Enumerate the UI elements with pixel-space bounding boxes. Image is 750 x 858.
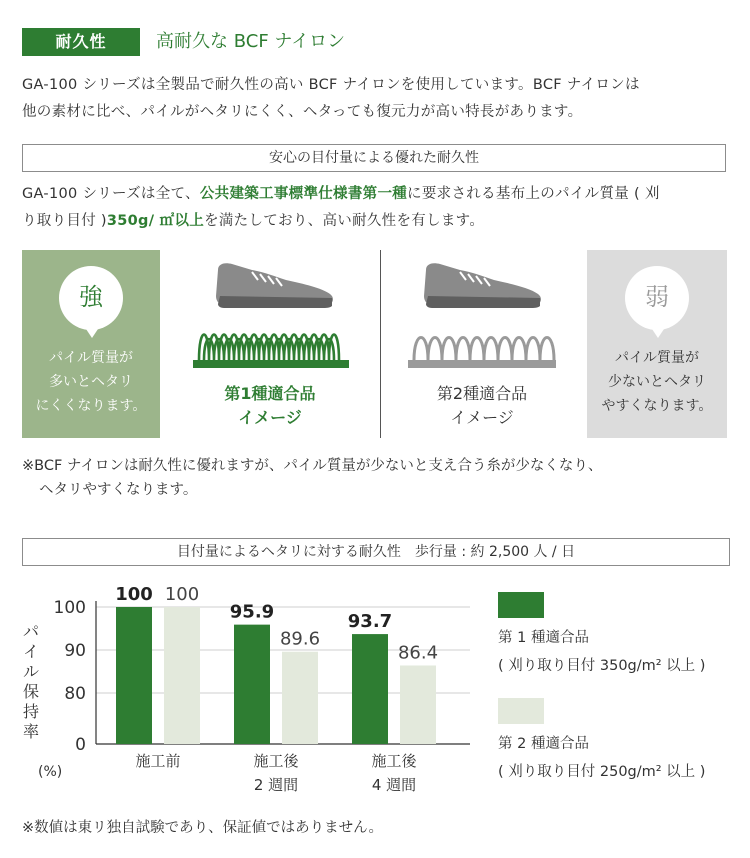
- bar: [352, 634, 388, 744]
- standard-highlight: 公共建築工事標準仕様書第一種: [199, 186, 408, 202]
- bar: [282, 652, 318, 744]
- weak-line-1: パイル質量が: [615, 350, 699, 366]
- legend-type1-sub: ( 刈り取り目付 350g/m² 以上 ): [498, 658, 706, 674]
- strong-line-2: 多いとヘタリ: [49, 374, 133, 390]
- strong-line-3: にくくなります。: [35, 398, 147, 414]
- weak-panel: [587, 250, 727, 438]
- legend-type2-name: 第 2 種適合品: [498, 736, 589, 752]
- bar: [164, 607, 200, 744]
- data-label: 100: [115, 584, 153, 605]
- bar: [400, 665, 436, 744]
- type2-caption-line-2: イメージ: [450, 408, 514, 427]
- legend-swatch-type2: [498, 698, 544, 724]
- legend-type1-name: 第 1 種適合品: [498, 630, 589, 646]
- intro-paragraph: [22, 72, 732, 126]
- x-tick-label: 施工前: [135, 752, 181, 770]
- section1-text-d: り取り目付 ): [22, 213, 107, 229]
- y-tick-label: 90: [64, 641, 86, 661]
- note-line-2: ヘタリやすくなります。: [39, 482, 198, 498]
- y-axis-unit: (%): [38, 764, 63, 780]
- type2-caption-line-1: 第2種適合品: [436, 384, 528, 403]
- section-title-chart: 目付量によるヘタリに対する耐久性 歩行量 : 約 2,500 人 / 日: [22, 538, 730, 566]
- shoe-icon: [420, 258, 550, 310]
- type1-caption: [190, 382, 350, 430]
- data-label: 86.4: [397, 642, 439, 664]
- durability-note: [22, 454, 732, 502]
- legend-swatch-type1: [498, 592, 544, 618]
- x-tick-label: 2 週間: [253, 776, 299, 794]
- intro-line-1: GA-100 シリーズは全製品で耐久性の高い BCF ナイロンを使用しています。BCF ナイロンは: [22, 77, 640, 93]
- section1-paragraph: [22, 181, 732, 235]
- shoe-icon: [212, 258, 342, 310]
- x-tick-label: 4 週間: [371, 776, 417, 794]
- strong-line-1: パイル質量が: [49, 350, 133, 366]
- strong-bubble-tail: [84, 326, 100, 338]
- section1-line-2: [22, 208, 732, 235]
- weak-line-2: 少ないとヘタリ: [608, 374, 706, 390]
- x-tick-label: 施工後: [371, 752, 417, 770]
- bar-chart: [40, 576, 480, 804]
- section1-line-1: [22, 181, 732, 208]
- bar: [116, 607, 152, 744]
- illustration-divider: [380, 250, 381, 438]
- weak-description: [587, 346, 727, 418]
- page-title: 高耐久な BCF ナイロン: [156, 31, 346, 52]
- section1-text-a: GA-100 シリーズは全て、: [22, 186, 200, 202]
- note-line-1: ※BCF ナイロンは耐久性に優れますが、パイル質量が少ないと支え合う糸が少なくなり、: [22, 458, 603, 474]
- strong-description: [22, 346, 160, 418]
- data-label: 93.7: [347, 611, 393, 633]
- section-tag: 耐久性: [22, 28, 140, 56]
- section1-text-c: に要求される基布上のパイル質量 ( 刈: [407, 186, 660, 202]
- type1-caption-line-1: 第1種適合品: [224, 384, 316, 403]
- strong-bubble: 強: [59, 266, 123, 330]
- x-tick-label: 施工後: [253, 752, 299, 770]
- intro-line-2: 他の素材に比べ、パイルがヘタリにくく、ヘタっても復元力が高い特長があります。: [22, 104, 583, 120]
- y-axis-label: パイル保持率: [22, 622, 39, 741]
- weight-highlight: 350g/ ㎡以上: [106, 213, 205, 229]
- legend-type1: [498, 627, 705, 677]
- weak-bubble: 弱: [625, 266, 689, 330]
- type1-caption-line-2: イメージ: [238, 408, 302, 427]
- weak-bubble-tail: [650, 326, 666, 338]
- bar: [234, 625, 270, 744]
- data-label: 89.6: [279, 628, 321, 650]
- strong-panel: [22, 250, 160, 438]
- y-tick-label: 100: [53, 598, 86, 618]
- legend-type2: [498, 733, 705, 783]
- pile-loops-icon: [193, 316, 349, 370]
- data-label: 100: [164, 584, 200, 605]
- section-title-durability: 安心の目付量による優れた耐久性: [22, 144, 726, 172]
- legend-type2-sub: ( 刈り取り目付 250g/m² 以上 ): [498, 764, 706, 780]
- section1-text-f: を満たしており、高い耐久性を有します。: [204, 213, 485, 229]
- data-label: 95.9: [229, 601, 275, 623]
- footer-note: ※数値は東リ独自試験であり、保証値ではありません。: [22, 820, 384, 836]
- y-tick-label: 80: [64, 684, 86, 704]
- pile-loops-icon: [408, 316, 556, 370]
- weak-line-3: やすくなります。: [601, 398, 713, 414]
- y-tick-label: 0: [75, 735, 86, 755]
- type2-caption: [402, 382, 562, 430]
